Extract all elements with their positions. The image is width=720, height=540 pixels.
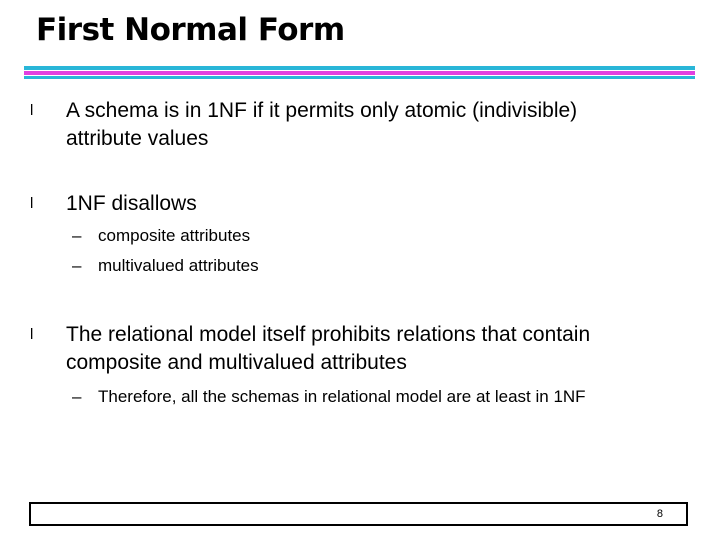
- sub-bullet-item: [72, 254, 259, 278]
- sub-bullet-dash: –: [72, 387, 82, 406]
- bullet-line: 1NF disallows: [66, 192, 197, 215]
- bullet-item-2: [30, 190, 197, 218]
- sub-bullet-item: [72, 224, 250, 248]
- footer-bar: [29, 502, 688, 526]
- bullet-line: composite and multivalued attributes: [66, 351, 407, 374]
- bullet-line: A schema is in 1NF if it permits only atomic (indivisible): [66, 99, 578, 122]
- bullet-line: attribute values: [66, 127, 209, 150]
- sub-bullet-dash: –: [72, 226, 82, 245]
- sub-bullet-item: [72, 385, 586, 409]
- bullet-text: [66, 190, 197, 218]
- bullet-marker: l: [30, 102, 34, 119]
- bullet-item-1: [30, 97, 577, 153]
- bullet-marker: l: [30, 326, 34, 343]
- bullet-line: The relational model itself prohibits relations that contain: [66, 323, 591, 346]
- bullet-item-3: [30, 321, 590, 377]
- bullet-text: [66, 321, 590, 377]
- sub-bullet-text: Therefore, all the schemas in relational model are at least in 1NF: [98, 387, 586, 406]
- title-underline-top: [24, 66, 695, 70]
- title-underline-bottom: [24, 76, 695, 79]
- sub-bullet-text: multivalued attributes: [98, 256, 259, 275]
- slide-title: First Normal Form: [36, 12, 345, 48]
- bullet-text: [66, 97, 577, 153]
- sub-bullet-text: composite attributes: [98, 226, 251, 245]
- title-underline-middle: [24, 71, 695, 75]
- page-number: 8: [656, 508, 663, 520]
- sub-bullet-dash: –: [72, 256, 82, 275]
- bullet-marker: l: [30, 195, 34, 212]
